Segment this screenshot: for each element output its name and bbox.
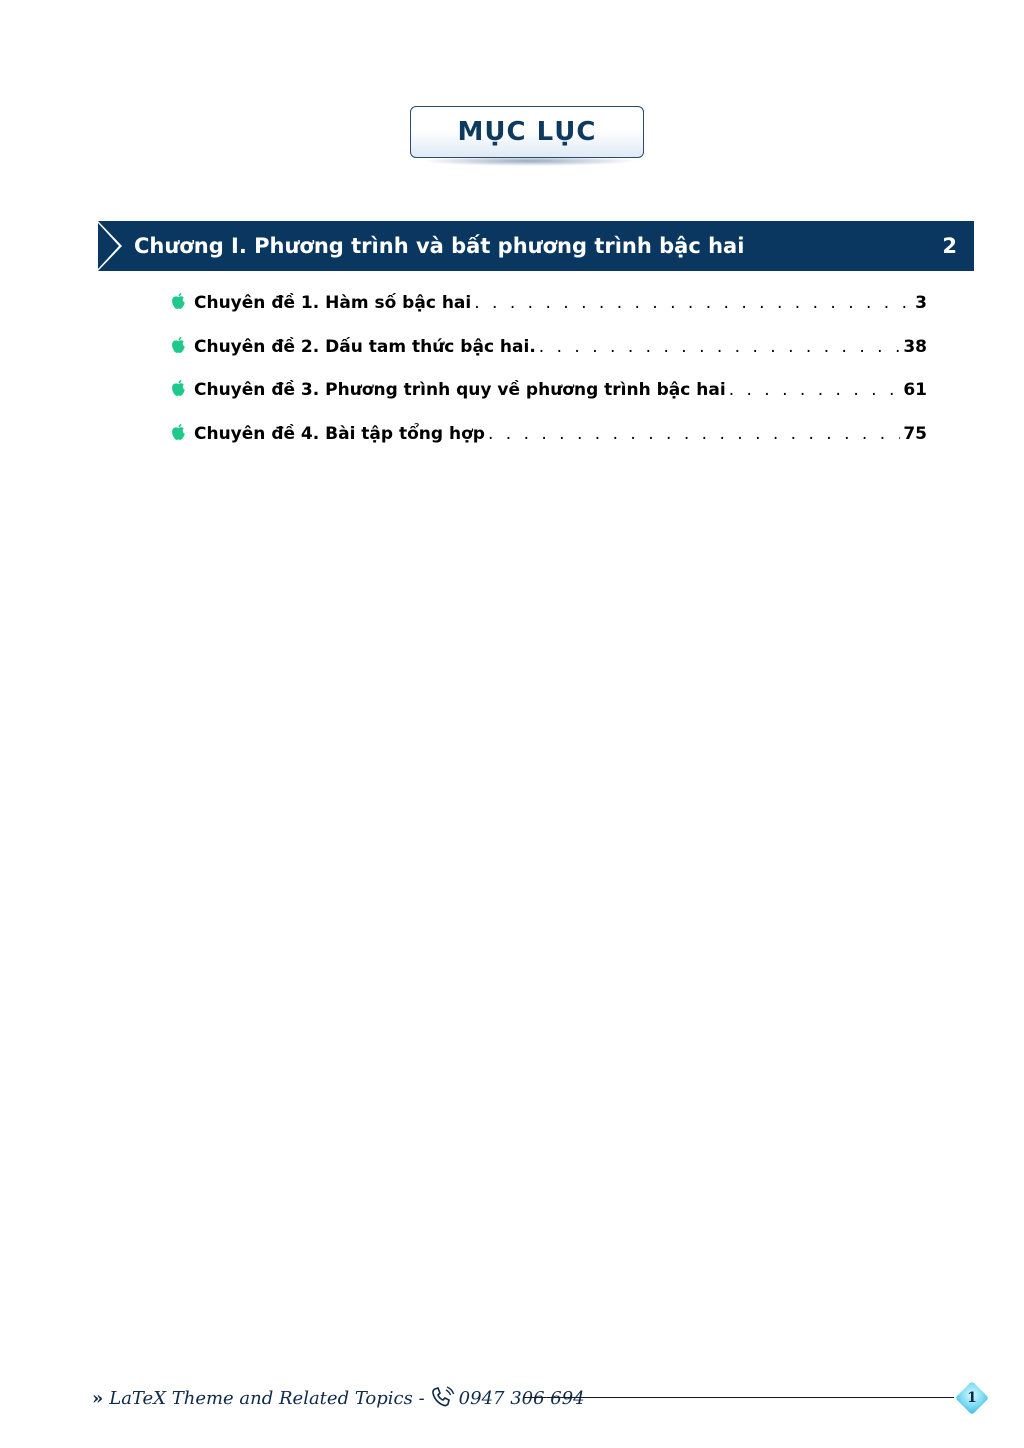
footer-rule (524, 1397, 954, 1398)
toc-entry-label: Chuyên đề 4. Bài tập tổng hợp (194, 423, 485, 444)
toc-entry-page: 3 (915, 293, 927, 313)
toc-entry-label: Chuyên đề 3. Phương trình quy về phương trình bậc hai (194, 380, 726, 400)
phone-icon (429, 1386, 455, 1408)
toc-entry-page: 75 (903, 423, 927, 444)
footer-arrow: » (92, 1388, 104, 1409)
apple-icon (170, 423, 187, 441)
title-frame (410, 106, 644, 158)
dot-leader (729, 375, 901, 405)
chapter-heading[interactable] (98, 221, 974, 271)
toc-entry-3[interactable] (170, 375, 927, 419)
toc-list (170, 288, 927, 462)
chapter-page-number: 2 (942, 234, 957, 258)
toc-entry-2[interactable] (170, 332, 927, 376)
footer-credit (92, 1386, 585, 1409)
page-title: MỤC LỤC (457, 117, 597, 147)
toc-title-box (410, 106, 644, 158)
toc-entry-label: Chuyên đề 2. Dấu tam thức bậc hai. (194, 336, 536, 357)
page-number: 1 (967, 1390, 977, 1406)
dot-leader (539, 332, 901, 362)
toc-entry-page: 61 (903, 380, 927, 400)
apple-icon (170, 292, 187, 310)
footer-text: LaTeX Theme and Related Topics - (109, 1388, 425, 1409)
dot-leader (488, 419, 900, 449)
chapter-title: Chương I. Phương trình và bất phương trình bậc hai (134, 234, 745, 258)
footer-phone: 0947 306 694 (458, 1388, 585, 1409)
toc-entry-label: Chuyên đề 1. Hàm số bậc hai (194, 293, 472, 313)
page-footer (92, 1380, 992, 1416)
toc-entry-page: 38 (903, 336, 927, 357)
apple-icon (170, 336, 187, 354)
dot-leader (474, 288, 912, 318)
toc-entry-4[interactable] (170, 419, 927, 463)
toc-entry-1[interactable] (170, 288, 927, 332)
chevron-right-icon (98, 221, 128, 271)
page-number-badge (954, 1380, 990, 1416)
apple-icon (170, 379, 187, 397)
